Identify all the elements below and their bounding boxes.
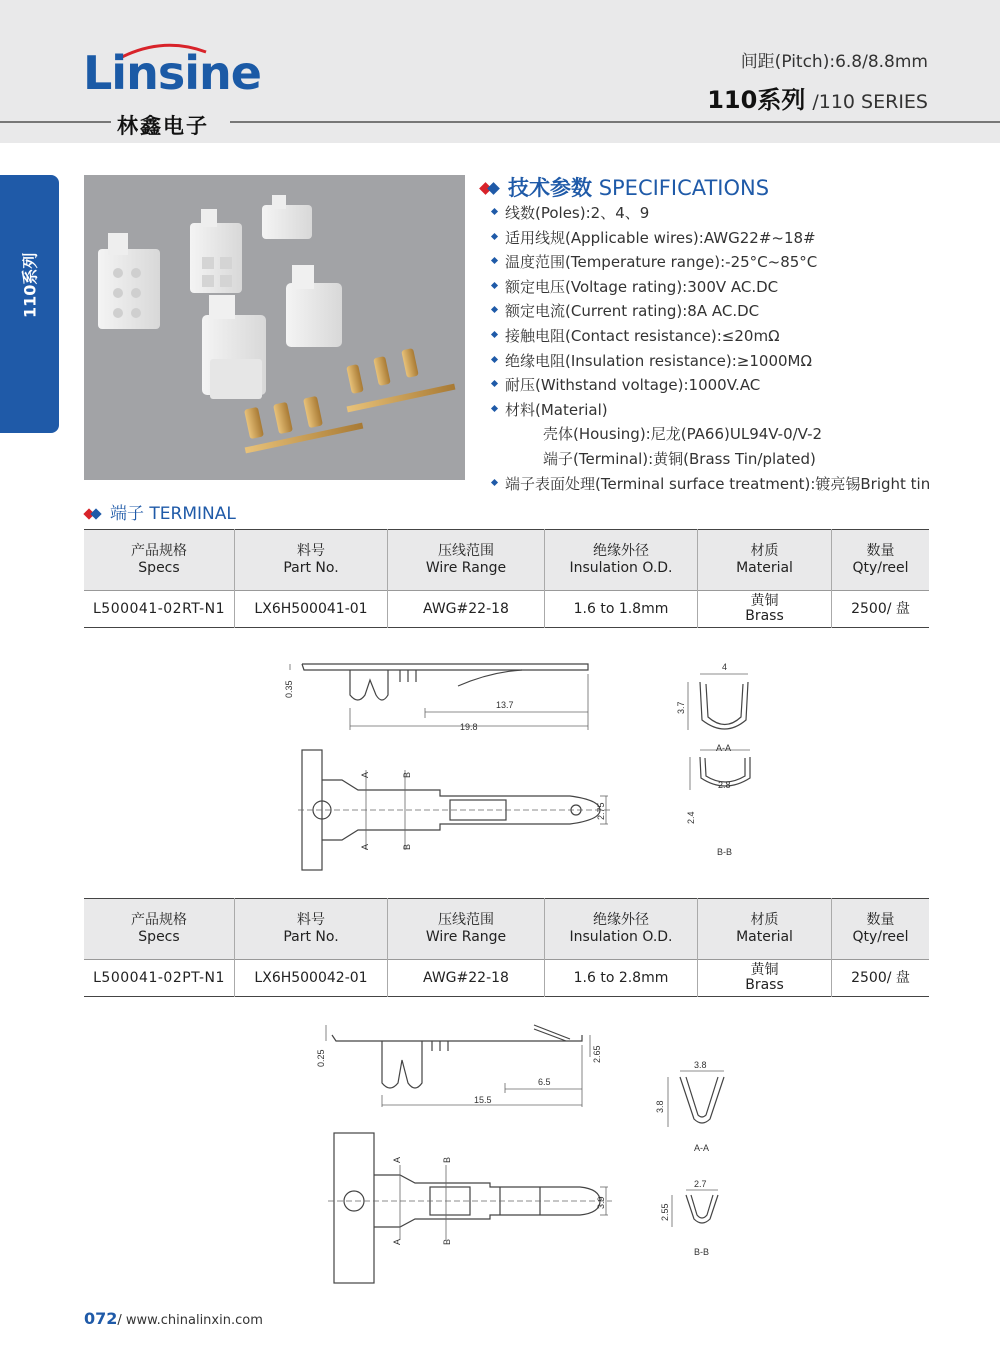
page-header xyxy=(0,0,1000,143)
table-cell: 黄铜 Brass xyxy=(698,960,832,997)
dim-label: 3.8 xyxy=(694,1060,707,1070)
dim-label: 4 xyxy=(722,662,728,672)
section-mark: B xyxy=(442,1156,452,1163)
section-mark: B xyxy=(402,843,412,850)
bullet-icon xyxy=(491,233,498,240)
section-mark: A xyxy=(360,771,370,778)
diamond-icon xyxy=(84,508,106,520)
spec-item xyxy=(492,227,930,252)
series-title xyxy=(707,80,928,115)
section-mark: B xyxy=(442,1238,452,1245)
terminal-table-2 xyxy=(84,898,929,997)
table-header: 数量 Qty/reel xyxy=(832,530,930,591)
page-number: 072 xyxy=(84,1309,118,1328)
table-cell: 2500/ 盘 xyxy=(832,591,930,628)
diamond-icon xyxy=(480,182,504,196)
table-cell: AWG#22-18 xyxy=(388,591,545,628)
dim-label: 0.25 xyxy=(316,1049,326,1067)
table-header-row xyxy=(84,899,929,960)
divider xyxy=(0,121,111,123)
table-header: 材质 Material xyxy=(698,899,832,960)
section-label: B-B xyxy=(694,1247,710,1257)
bullet-icon xyxy=(491,208,498,215)
divider xyxy=(230,121,1000,123)
specifications-title-cn: 技术参数 xyxy=(508,176,592,200)
table-header: 料号 Part No. xyxy=(235,530,388,591)
table-row xyxy=(84,591,929,628)
table-header: 数量 Qty/reel xyxy=(832,899,930,960)
spec-sub-item: 端子(Terminal):黄铜(Brass Tin/plated) xyxy=(543,449,816,468)
section-label: B-B xyxy=(717,847,733,857)
product-photo xyxy=(84,175,465,480)
specifications-list xyxy=(492,202,930,497)
spec-item xyxy=(492,300,930,325)
terminal-drawing-2 xyxy=(300,1015,740,1285)
pitch-label: 间距(Pitch):6.8/8.8mm xyxy=(740,52,928,72)
dim-label: 3.8 xyxy=(655,1100,665,1113)
spec-item xyxy=(492,325,930,350)
spec-item xyxy=(492,251,930,276)
table-header: 压线范围 Wire Range xyxy=(388,530,545,591)
table-header-row xyxy=(84,530,929,591)
terminal-section-title xyxy=(84,499,236,524)
spec-text: 接触电阻(Contact resistance):≤20mΩ xyxy=(505,326,780,345)
series-cn: 110系列 xyxy=(707,86,806,114)
table-row xyxy=(84,960,929,997)
table-header: 绝缘外径 Insulation O.D. xyxy=(545,530,698,591)
spec-item xyxy=(492,374,930,399)
spec-item xyxy=(492,399,930,424)
table-cell: L500041-02PT-N1 xyxy=(93,969,225,986)
table-cell: 1.6 to 2.8mm xyxy=(545,960,698,997)
table-header: 压线范围 Wire Range xyxy=(388,899,545,960)
spec-item xyxy=(492,350,930,375)
table-cell: 1.6 to 1.8mm xyxy=(545,591,698,628)
terminal-title-text: 端子 TERMINAL xyxy=(110,504,236,524)
spec-text: 温度范围(Temperature range):-25°C~85°C xyxy=(505,253,818,272)
dim-label: 6.5 xyxy=(538,1077,551,1087)
section-label: A-A xyxy=(694,1143,710,1153)
table-cell: 2500/ 盘 xyxy=(832,960,930,997)
spec-text: 额定电流(Current rating):8A AC.DC xyxy=(505,302,760,321)
bullet-icon xyxy=(491,478,498,485)
section-label: A-A xyxy=(716,743,732,753)
dim-label: 2.4 xyxy=(686,811,696,824)
spec-item xyxy=(492,473,930,498)
section-mark: B xyxy=(402,771,412,778)
section-mark: A xyxy=(360,843,370,850)
table-header: 产品规格 Specs xyxy=(84,899,235,960)
table-cell: LX6H500042-01 xyxy=(235,960,388,997)
spec-text: 线数(Poles):2、4、9 xyxy=(505,204,650,222)
specifications-title xyxy=(480,172,769,202)
table-header: 材质 Material xyxy=(698,530,832,591)
side-tab-label: 110系列 xyxy=(20,252,40,318)
section-mark: A xyxy=(392,1156,402,1163)
spec-text: 绝缘电阻(Insulation resistance):≥1000MΩ xyxy=(505,351,812,370)
dim-label: 3.9 xyxy=(596,1196,606,1209)
table-cell: AWG#22-18 xyxy=(388,960,545,997)
dim-label: 2.8 xyxy=(718,780,731,790)
table-cell: LX6H500041-01 xyxy=(235,591,388,628)
spec-text: 适用线规(Applicable wires):AWG22#~18# xyxy=(505,228,816,247)
spec-sub-item: 壳体(Housing):尼龙(PA66)UL94V-0/V-2 xyxy=(543,425,823,444)
logo: Linsine xyxy=(83,46,261,100)
terminal-table-1 xyxy=(84,529,929,628)
table-cell: L500041-02RT-N1 xyxy=(92,600,226,617)
bullet-icon xyxy=(491,306,498,313)
section-mark: A xyxy=(392,1238,402,1245)
bullet-icon xyxy=(491,282,498,289)
bullet-icon xyxy=(491,331,498,338)
page-footer xyxy=(84,1309,263,1328)
connector-photo-illustration xyxy=(84,175,465,480)
dim-label: 2.65 xyxy=(592,1045,602,1063)
spec-text: 材料(Material) xyxy=(505,400,608,419)
bullet-icon xyxy=(491,380,498,387)
series-en: /110 SERIES xyxy=(812,91,928,113)
dim-label: 2.7 xyxy=(694,1179,707,1189)
spec-text: 端子表面处理(Terminal surface treatment):镀亮锡Bright tin xyxy=(505,474,931,493)
table-cell: 黄铜 Brass xyxy=(698,591,832,628)
spec-item xyxy=(492,276,930,301)
dim-label: 3.7 xyxy=(676,701,686,714)
specifications-title-en: SPECIFICATIONS xyxy=(598,176,770,200)
spec-text: 耐压(Withstand voltage):1000V.AC xyxy=(505,376,761,395)
terminal-drawing-1 xyxy=(270,650,770,880)
spec-text: 额定电压(Voltage rating):300V AC.DC xyxy=(505,277,779,296)
table-header: 绝缘外径 Insulation O.D. xyxy=(545,899,698,960)
dim-label: 2.55 xyxy=(660,1203,670,1221)
bullet-icon xyxy=(491,257,498,264)
table-header: 料号 Part No. xyxy=(235,899,388,960)
dim-label: 0.35 xyxy=(284,680,294,698)
dim-label: 15.5 xyxy=(474,1095,492,1105)
dim-label: 13.7 xyxy=(496,700,514,710)
table-header: 产品规格 Specs xyxy=(84,530,235,591)
bullet-icon xyxy=(491,356,498,363)
side-tab xyxy=(0,175,59,433)
logo-cn: 林鑫电子 xyxy=(117,114,209,138)
dim-label: 2.75 xyxy=(596,802,606,820)
bullet-icon xyxy=(491,405,498,412)
dim-label: 19.8 xyxy=(460,722,478,732)
spec-item xyxy=(492,202,930,227)
website-url: / www.chinalinxin.com xyxy=(117,1313,263,1328)
